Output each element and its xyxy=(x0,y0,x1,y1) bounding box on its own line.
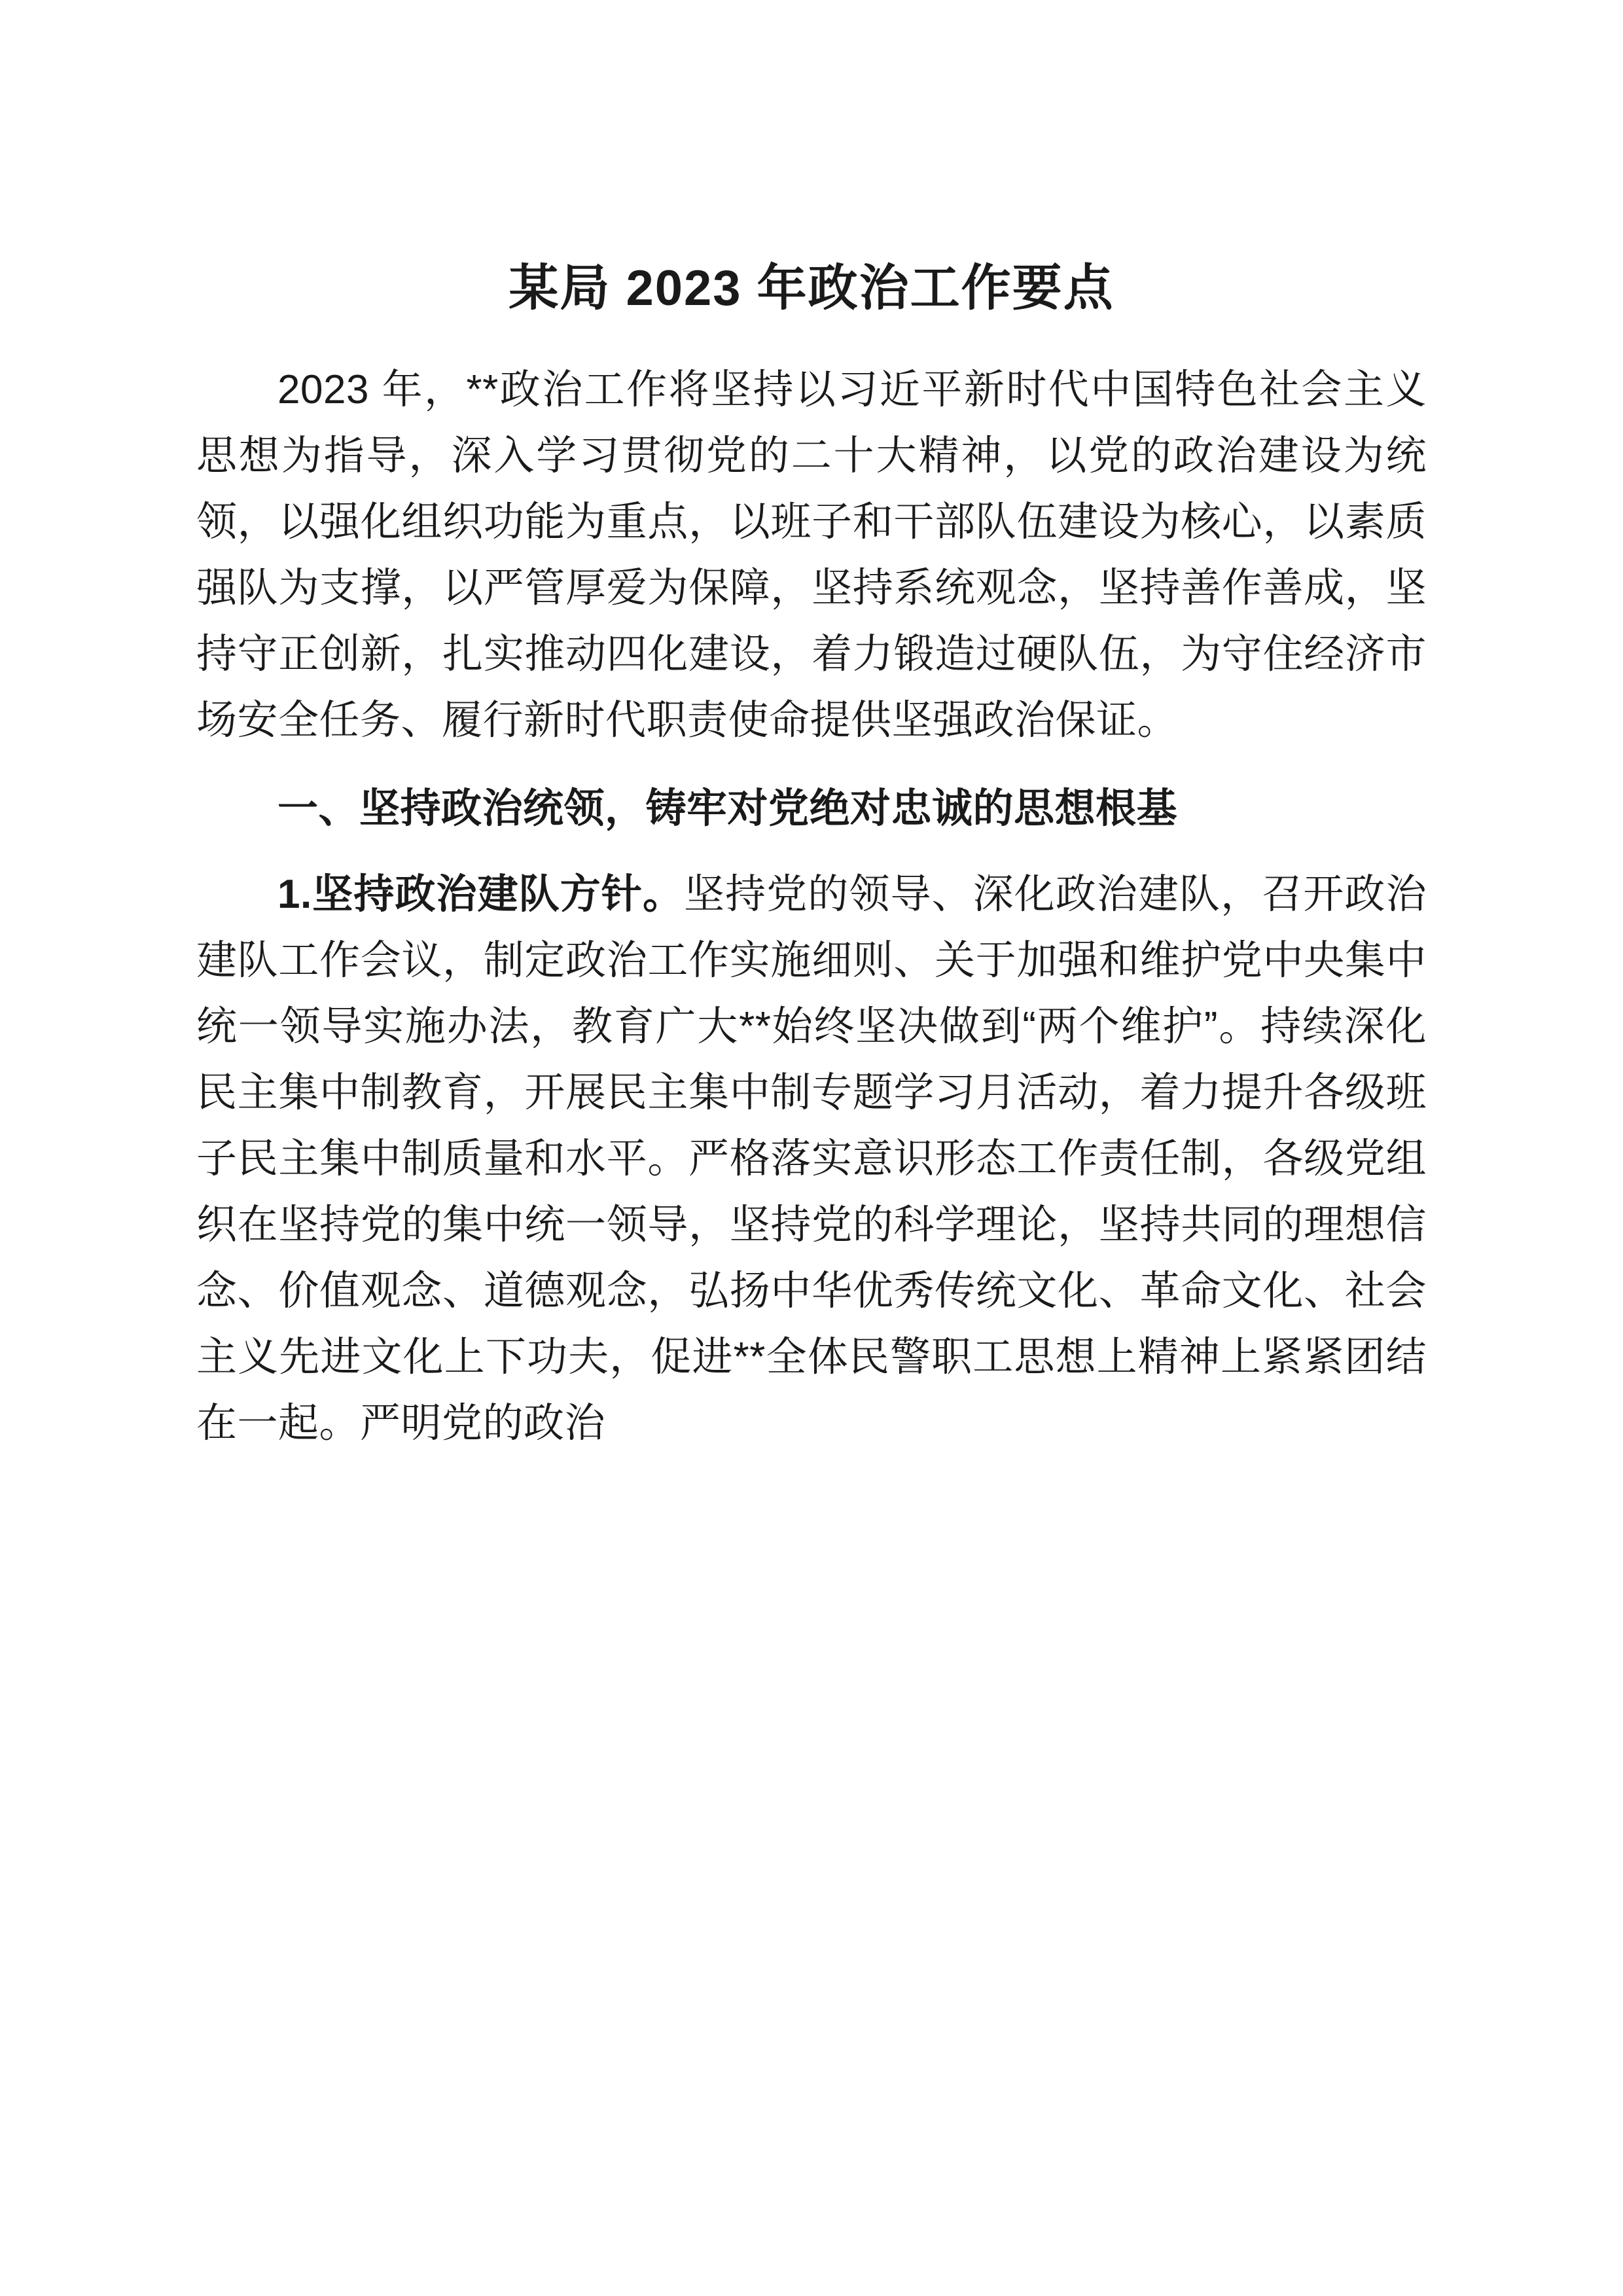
item-1-lead-label: 1.坚持政治建队方针。 xyxy=(277,871,685,917)
section-heading-one: 一、坚持政治统领，铸牢对党绝对忠诚的思想根基 xyxy=(277,785,1178,831)
item-1-paragraph xyxy=(196,861,1427,1456)
intro-paragraph: 2023 年，**政治工作将坚持以习近平新时代中国特色社会主义思想为指导，深入学习贯彻党的二十大精神，以党的政治建设为统领，以强化组织功能为重点，以班子和干部队伍建设为核心，以素质强队为支撑，以严管厚爱为保障，坚持系统观念，坚持善作善成，坚持守正创新，扎实推动四化建设，着力锻造过硬队伍，为守住经济市场安全任务、履行新时代职责使命提供坚强政治保证。 xyxy=(196,367,1427,743)
page-title: 某局 2023 年政治工作要点 xyxy=(508,260,1115,316)
item-1-body-text: 坚持党的领导、深化政治建队，召开政治建队工作会议，制定政治工作实施细则、关于加强和维护党中央集中统一领导实施办法，教育广大**始终坚决做到“两个维护”。持续深化民主集中制教育，开展民主集中制专题学习月活动，着力提升各级班子民主集中制质量和水平。严格落实意识形态工作责任制，各级党组织在坚持党的集中统一领导，坚持党的科学理论，坚持共同的理想信念、价值观念、道德观念，弘扬中华优秀传统文化、革命文化、社会主义先进文化上下功夫，促进**全体民警职工思想上精神上紧紧团结在一起。严明党的政治 xyxy=(196,871,1427,1446)
